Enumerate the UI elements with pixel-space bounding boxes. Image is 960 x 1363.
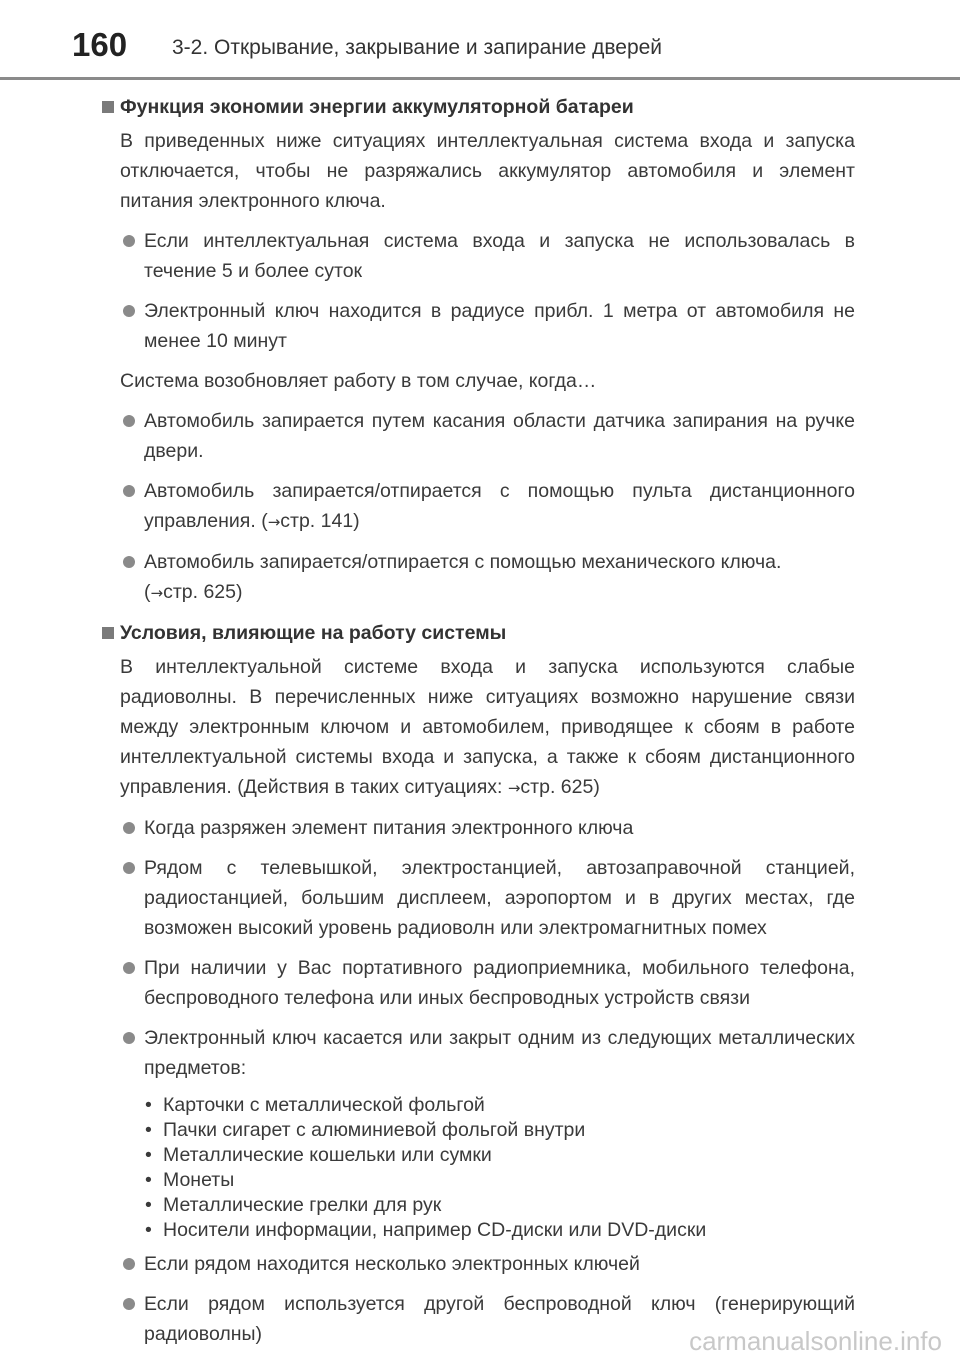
sub-list-item-text: Металлические кошельки или сумки — [163, 1144, 492, 1166]
list-item-text: Если интеллектуальная система входа и запуска не использовалась в течение 5 и более суток — [144, 230, 855, 282]
bullet-marker: • — [145, 1169, 152, 1191]
bullet-marker: • — [145, 1144, 152, 1166]
page-content — [100, 92, 855, 1359]
page-number: 160 — [72, 26, 128, 63]
section-heading-conditions — [100, 618, 855, 648]
arrow-icon: → — [267, 513, 281, 531]
list-item-text: При наличии у Вас портативного радиоприемника, мобильного телефона, беспроводного телефона или иных беспроводных устройств связи — [144, 957, 855, 1009]
sub-list-item — [100, 1168, 855, 1193]
list-item — [100, 853, 855, 943]
list-item-text: Если рядом находится несколько электронных ключей — [144, 1253, 640, 1275]
list-item-text: Рядом с телевышкой, электростанцией, автозаправочной станцией, радиостанцией, большим дисплеем, аэропортом и в других местах, где возможен высокий уровень радиоволн или электромагнитных помех — [144, 857, 855, 939]
sub-list-item-text: Металлические грелки для рук — [163, 1194, 442, 1216]
list-item — [100, 1249, 855, 1279]
sub-list-item — [100, 1118, 855, 1143]
list-item-text: Автомобиль запирается/отпирается с помощью пульта дистанционного управления. ( — [144, 480, 855, 532]
reference-open-paren: ( — [144, 581, 151, 603]
sub-list-item-text: Носители информации, например CD-диски или DVD-диски — [163, 1219, 707, 1241]
bullet-marker: • — [145, 1094, 152, 1116]
bullet-marker: • — [145, 1219, 152, 1241]
page-header — [0, 0, 960, 80]
list-item — [100, 1023, 855, 1083]
list-item — [100, 547, 855, 608]
list-item — [100, 226, 855, 286]
sub-list-item-text: Карточки с металлической фольгой — [163, 1094, 485, 1116]
list-item-text: Электронный ключ находится в радиусе прибл. 1 метра от автомобиля не менее 10 минут — [144, 300, 855, 352]
circle-bullet-icon — [123, 822, 135, 834]
page-reference-link[interactable]: стр. 625) — [520, 776, 600, 798]
list-item — [100, 296, 855, 356]
sub-list-item-text: Пачки сигарет с алюминиевой фольгой внутри — [163, 1119, 586, 1141]
page-reference-link[interactable]: стр. 625) — [163, 581, 243, 603]
list-item-text: Если рядом используется другой беспроводной ключ (генерирующий радиоволны) — [144, 1293, 855, 1345]
circle-bullet-icon — [123, 235, 135, 247]
bullet-marker: • — [145, 1119, 152, 1141]
square-bullet-icon — [102, 101, 114, 113]
watermark: carmanualsonline.info — [689, 1326, 942, 1356]
paragraph: В приведенных ниже ситуациях интеллектуальная система входа и запуска отключается, чтобы не разряжались аккумулятор автомобиля и элемент питания электронного ключа. — [120, 130, 855, 212]
sub-list-item — [100, 1218, 855, 1243]
circle-bullet-icon — [123, 556, 135, 568]
paragraph — [100, 652, 855, 803]
sub-list-item — [100, 1093, 855, 1118]
list-item — [100, 476, 855, 537]
circle-bullet-icon — [123, 305, 135, 317]
circle-bullet-icon — [123, 1032, 135, 1044]
list-item — [100, 953, 855, 1013]
sub-list — [100, 1093, 855, 1243]
list-item — [100, 813, 855, 843]
circle-bullet-icon — [123, 1298, 135, 1310]
paragraph-text: В интеллектуальной системе входа и запуска используются слабые радиоволны. В перечисленных ниже ситуациях возможно нарушение связи между электронным ключом и автомобилем, приводящее к сбоям в работе интеллектуальной системы входа и запуска, а также к сбоям дистанционного управления. (Действия в таких ситуациях: — [120, 656, 855, 798]
header-divider — [0, 77, 960, 80]
section-heading-text: Условия, влияющие на работу системы — [120, 622, 507, 644]
chapter-title: 3-2. Открывание, закрывание и запирание дверей — [172, 36, 663, 59]
bullet-marker: • — [145, 1194, 152, 1216]
list-item-text: Автомобиль запирается путем касания области датчика запирания на ручке двери. — [144, 410, 855, 462]
sub-list-item — [100, 1143, 855, 1168]
paragraph: Система возобновляет работу в том случае, когда… — [120, 370, 597, 392]
sub-list-item-text: Монеты — [163, 1169, 235, 1191]
page-reference-link[interactable]: стр. 141) — [280, 510, 360, 532]
square-bullet-icon — [102, 627, 114, 639]
circle-bullet-icon — [123, 862, 135, 874]
section-heading-energy-saving — [100, 92, 855, 122]
list-item-text: Электронный ключ касается или закрыт одним из следующих металлических предметов: — [144, 1027, 855, 1079]
circle-bullet-icon — [123, 415, 135, 427]
circle-bullet-icon — [123, 1258, 135, 1270]
list-item-text: Автомобиль запирается/отпирается с помощью механического ключа. — [144, 551, 782, 573]
circle-bullet-icon — [123, 485, 135, 497]
sub-list-item — [100, 1193, 855, 1218]
arrow-icon: → — [507, 779, 521, 797]
list-item-text: Когда разряжен элемент питания электронного ключа — [144, 817, 634, 839]
arrow-icon: → — [150, 584, 164, 602]
section-heading-text: Функция экономии энергии аккумуляторной батареи — [120, 96, 634, 118]
circle-bullet-icon — [123, 962, 135, 974]
list-item — [100, 406, 855, 466]
